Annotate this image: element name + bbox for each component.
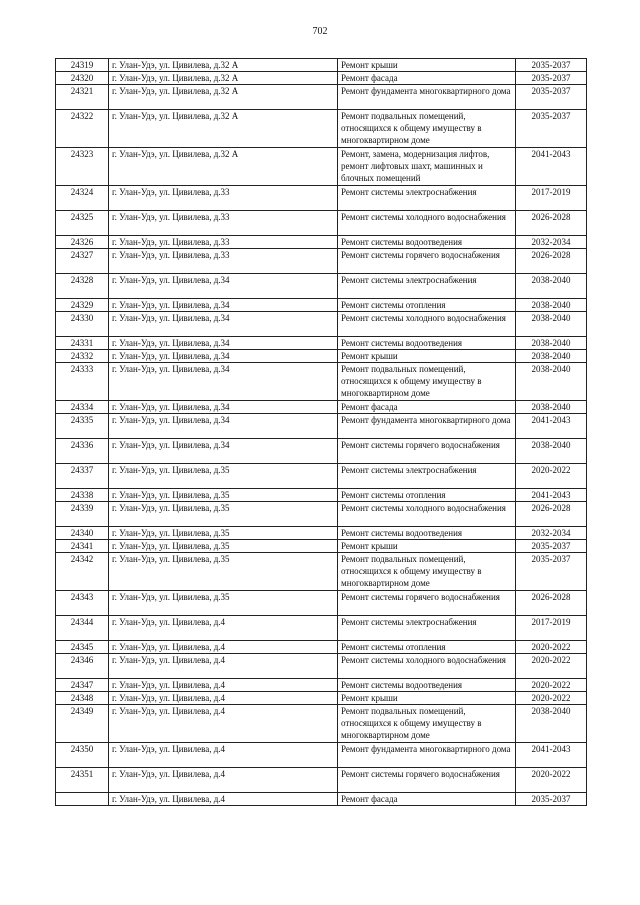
cell-period: 2026-2028 (516, 591, 587, 616)
table-row (56, 641, 587, 654)
cell-number: 24321 (56, 85, 109, 110)
cell-work-type: Ремонт системы холодного водоснабжения (338, 654, 516, 679)
table-row (56, 312, 587, 337)
table-row (56, 274, 587, 299)
cell-number: 24323 (56, 148, 109, 186)
table-row (56, 59, 587, 72)
cell-work-type: Ремонт системы водоотведения (338, 337, 516, 350)
table-row (56, 705, 587, 743)
cell-number (56, 793, 109, 806)
table-row (56, 414, 587, 439)
cell-work-type: Ремонт системы электроснабжения (338, 464, 516, 489)
cell-work-type: Ремонт системы водоотведения (338, 527, 516, 540)
repair-schedule-table (55, 58, 587, 806)
table-row (56, 186, 587, 211)
cell-work-type: Ремонт системы холодного водоснабжения (338, 502, 516, 527)
cell-address: г. Улан-Удэ, ул. Цивилева, д.35 (109, 502, 338, 527)
cell-period: 2017-2019 (516, 186, 587, 211)
cell-period: 2041-2043 (516, 489, 587, 502)
cell-number: 24333 (56, 363, 109, 401)
cell-work-type: Ремонт системы электроснабжения (338, 274, 516, 299)
cell-period: 2035-2037 (516, 553, 587, 591)
cell-number: 24348 (56, 692, 109, 705)
table-row (56, 527, 587, 540)
cell-address: г. Улан-Удэ, ул. Цивилева, д.34 (109, 363, 338, 401)
cell-number: 24339 (56, 502, 109, 527)
cell-number: 24334 (56, 401, 109, 414)
cell-number: 24345 (56, 641, 109, 654)
cell-period: 2032-2034 (516, 527, 587, 540)
cell-address: г. Улан-Удэ, ул. Цивилева, д.34 (109, 401, 338, 414)
cell-period: 2035-2037 (516, 72, 587, 85)
cell-number: 24350 (56, 743, 109, 768)
cell-number: 24331 (56, 337, 109, 350)
cell-number: 24338 (56, 489, 109, 502)
cell-work-type: Ремонт системы водоотведения (338, 679, 516, 692)
cell-period: 2038-2040 (516, 299, 587, 312)
cell-number: 24343 (56, 591, 109, 616)
cell-work-type: Ремонт фасада (338, 72, 516, 85)
cell-number: 24324 (56, 186, 109, 211)
cell-period: 2035-2037 (516, 110, 587, 148)
cell-address: г. Улан-Удэ, ул. Цивилева, д.34 (109, 337, 338, 350)
cell-work-type: Ремонт фундамента многоквартирного дома (338, 414, 516, 439)
cell-address: г. Улан-Удэ, ул. Цивилева, д.32 А (109, 110, 338, 148)
cell-address: г. Улан-Удэ, ул. Цивилева, д.4 (109, 641, 338, 654)
cell-work-type: Ремонт подвальных помещений, относящихся к общему имуществу в многоквартирном доме (338, 553, 516, 591)
cell-number: 24327 (56, 249, 109, 274)
cell-period: 2041-2043 (516, 148, 587, 186)
table-row (56, 110, 587, 148)
table-row (56, 616, 587, 641)
cell-address: г. Улан-Удэ, ул. Цивилева, д.4 (109, 654, 338, 679)
cell-number: 24332 (56, 350, 109, 363)
cell-work-type: Ремонт фундамента многоквартирного дома (338, 85, 516, 110)
cell-address: г. Улан-Удэ, ул. Цивилева, д.35 (109, 489, 338, 502)
cell-period: 2041-2043 (516, 414, 587, 439)
cell-address: г. Улан-Удэ, ул. Цивилева, д.34 (109, 312, 338, 337)
cell-address: г. Улан-Удэ, ул. Цивилева, д.32 А (109, 148, 338, 186)
cell-address: г. Улан-Удэ, ул. Цивилева, д.32 А (109, 72, 338, 85)
table-row (56, 743, 587, 768)
cell-work-type: Ремонт системы отопления (338, 489, 516, 502)
cell-number: 24329 (56, 299, 109, 312)
table-row (56, 540, 587, 553)
cell-address: г. Улан-Удэ, ул. Цивилева, д.34 (109, 274, 338, 299)
cell-number: 24341 (56, 540, 109, 553)
cell-period: 2038-2040 (516, 274, 587, 299)
cell-work-type: Ремонт крыши (338, 692, 516, 705)
cell-work-type: Ремонт системы водоотведения (338, 236, 516, 249)
cell-period: 2020-2022 (516, 654, 587, 679)
cell-address: г. Улан-Удэ, ул. Цивилева, д.4 (109, 768, 338, 793)
cell-number: 24330 (56, 312, 109, 337)
cell-number: 24351 (56, 768, 109, 793)
cell-address: г. Улан-Удэ, ул. Цивилева, д.35 (109, 553, 338, 591)
cell-address: г. Улан-Удэ, ул. Цивилева, д.32 А (109, 59, 338, 72)
cell-address: г. Улан-Удэ, ул. Цивилева, д.35 (109, 591, 338, 616)
cell-address: г. Улан-Удэ, ул. Цивилева, д.35 (109, 527, 338, 540)
cell-work-type: Ремонт системы горячего водоснабжения (338, 591, 516, 616)
cell-address: г. Улан-Удэ, ул. Цивилева, д.4 (109, 705, 338, 743)
cell-number: 24326 (56, 236, 109, 249)
table-row (56, 85, 587, 110)
table-row (56, 553, 587, 591)
cell-work-type: Ремонт фундамента многоквартирного дома (338, 743, 516, 768)
cell-address: г. Улан-Удэ, ул. Цивилева, д.32 А (109, 85, 338, 110)
cell-period: 2032-2034 (516, 236, 587, 249)
table-row (56, 249, 587, 274)
cell-work-type: Ремонт фасада (338, 793, 516, 806)
cell-number: 24349 (56, 705, 109, 743)
cell-address: г. Улан-Удэ, ул. Цивилева, д.34 (109, 299, 338, 312)
table-body (56, 59, 587, 806)
cell-period: 2038-2040 (516, 439, 587, 464)
table-row (56, 654, 587, 679)
cell-work-type: Ремонт, замена, модернизация лифтов, ремонт лифтовых шахт, машинных и блочных помещений (338, 148, 516, 186)
table-row (56, 72, 587, 85)
cell-period: 2017-2019 (516, 616, 587, 641)
table-row (56, 350, 587, 363)
cell-period: 2026-2028 (516, 502, 587, 527)
cell-address: г. Улан-Удэ, ул. Цивилева, д.34 (109, 350, 338, 363)
cell-address: г. Улан-Удэ, ул. Цивилева, д.33 (109, 249, 338, 274)
table-row (56, 692, 587, 705)
table-row (56, 768, 587, 793)
cell-number: 24340 (56, 527, 109, 540)
cell-period: 2038-2040 (516, 363, 587, 401)
cell-work-type: Ремонт подвальных помещений, относящихся к общему имуществу в многоквартирном доме (338, 363, 516, 401)
cell-number: 24328 (56, 274, 109, 299)
cell-period: 2020-2022 (516, 464, 587, 489)
cell-work-type: Ремонт системы горячего водоснабжения (338, 249, 516, 274)
table-row (56, 679, 587, 692)
cell-period: 2038-2040 (516, 312, 587, 337)
cell-address: г. Улан-Удэ, ул. Цивилева, д.35 (109, 464, 338, 489)
table-row (56, 211, 587, 236)
cell-number: 24337 (56, 464, 109, 489)
cell-number: 24320 (56, 72, 109, 85)
cell-period: 2035-2037 (516, 540, 587, 553)
cell-work-type: Ремонт крыши (338, 350, 516, 363)
cell-work-type: Ремонт подвальных помещений, относящихся к общему имуществу в многоквартирном доме (338, 110, 516, 148)
table-row (56, 299, 587, 312)
cell-number: 24347 (56, 679, 109, 692)
cell-number: 24325 (56, 211, 109, 236)
cell-work-type: Ремонт подвальных помещений, относящихся к общему имуществу в многоквартирном доме (338, 705, 516, 743)
cell-work-type: Ремонт системы холодного водоснабжения (338, 211, 516, 236)
table-row (56, 464, 587, 489)
cell-work-type: Ремонт системы холодного водоснабжения (338, 312, 516, 337)
cell-number: 24319 (56, 59, 109, 72)
cell-number: 24344 (56, 616, 109, 641)
cell-address: г. Улан-Удэ, ул. Цивилева, д.4 (109, 793, 338, 806)
cell-period: 2038-2040 (516, 337, 587, 350)
cell-work-type: Ремонт фасада (338, 401, 516, 414)
table-row (56, 236, 587, 249)
table-row (56, 502, 587, 527)
cell-address: г. Улан-Удэ, ул. Цивилева, д.4 (109, 616, 338, 641)
cell-address: г. Улан-Удэ, ул. Цивилева, д.33 (109, 211, 338, 236)
cell-period: 2026-2028 (516, 249, 587, 274)
cell-work-type: Ремонт системы горячего водоснабжения (338, 439, 516, 464)
cell-period: 2035-2037 (516, 85, 587, 110)
cell-period: 2038-2040 (516, 705, 587, 743)
cell-work-type: Ремонт системы отопления (338, 299, 516, 312)
table-row (56, 337, 587, 350)
cell-number: 24342 (56, 553, 109, 591)
table-row (56, 489, 587, 502)
cell-period: 2020-2022 (516, 679, 587, 692)
cell-address: г. Улан-Удэ, ул. Цивилева, д.34 (109, 439, 338, 464)
cell-period: 2035-2037 (516, 59, 587, 72)
cell-address: г. Улан-Удэ, ул. Цивилева, д.33 (109, 236, 338, 249)
cell-work-type: Ремонт системы горячего водоснабжения (338, 768, 516, 793)
cell-number: 24336 (56, 439, 109, 464)
cell-period: 2020-2022 (516, 692, 587, 705)
table-row (56, 439, 587, 464)
cell-address: г. Улан-Удэ, ул. Цивилева, д.33 (109, 186, 338, 211)
table-row (56, 591, 587, 616)
cell-number: 24335 (56, 414, 109, 439)
table-row (56, 148, 587, 186)
cell-period: 2020-2022 (516, 768, 587, 793)
cell-period: 2020-2022 (516, 641, 587, 654)
cell-work-type: Ремонт крыши (338, 540, 516, 553)
page-number: 702 (312, 26, 328, 37)
cell-address: г. Улан-Удэ, ул. Цивилева, д.4 (109, 692, 338, 705)
cell-address: г. Улан-Удэ, ул. Цивилева, д.34 (109, 414, 338, 439)
table-row (56, 363, 587, 401)
cell-period: 2038-2040 (516, 350, 587, 363)
cell-work-type: Ремонт крыши (338, 59, 516, 72)
table-row (56, 793, 587, 806)
cell-address: г. Улан-Удэ, ул. Цивилева, д.4 (109, 679, 338, 692)
cell-period: 2026-2028 (516, 211, 587, 236)
cell-work-type: Ремонт системы электроснабжения (338, 186, 516, 211)
cell-work-type: Ремонт системы электроснабжения (338, 616, 516, 641)
cell-period: 2041-2043 (516, 743, 587, 768)
cell-period: 2038-2040 (516, 401, 587, 414)
cell-work-type: Ремонт системы отопления (338, 641, 516, 654)
cell-number: 24322 (56, 110, 109, 148)
cell-address: г. Улан-Удэ, ул. Цивилева, д.35 (109, 540, 338, 553)
cell-period: 2035-2037 (516, 793, 587, 806)
table-row (56, 401, 587, 414)
cell-number: 24346 (56, 654, 109, 679)
cell-address: г. Улан-Удэ, ул. Цивилева, д.4 (109, 743, 338, 768)
